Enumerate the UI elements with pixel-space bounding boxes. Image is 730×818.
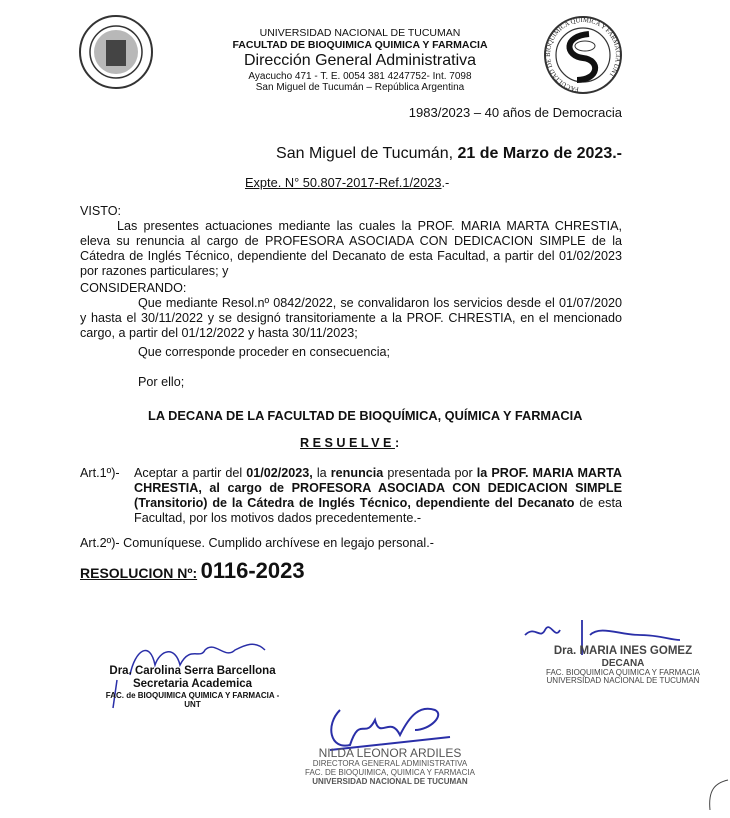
t: de esta Facultad, por los motivos dados precedentemente.- xyxy=(134,496,622,525)
signer-org: FAC. DE BIOQUIMICA, QUIMICA Y FARMACIA xyxy=(305,767,475,777)
signer-role: DECANA xyxy=(601,657,645,669)
address: Ayacucho 471 - T. E. 0054 381 4247752- Int. 7098 xyxy=(248,71,472,82)
date-value: 21 de Marzo de 2023.- xyxy=(457,145,622,162)
resolucion-number: 0116-2023 xyxy=(200,558,305,583)
resuelve-heading xyxy=(300,436,403,450)
signer-name: NILDA LEONOR ARDILES xyxy=(318,746,462,760)
signer-name: Dra. MARIA INES GOMEZ xyxy=(553,645,693,657)
art2 xyxy=(80,536,434,550)
considerando-text: Que mediante Resol.nº 0842/2022, se convalidaron los servicios desde el 01/07/2020 y hasta el 30/11/2022 y se designó transitoriamente a la PROF. CHRESTIA, en el mencionado cargo, a partir del 01/12/2022 y hasta 30/11/2023; xyxy=(80,296,622,340)
resuelve-word: RESUELVE xyxy=(300,436,395,450)
considerando-p2: Que corresponde proceder en consecuencia; xyxy=(138,345,391,359)
signer-org: FAC. BIOQUIMICA QUIMICA Y FARMACIA xyxy=(546,667,700,677)
expediente xyxy=(245,175,449,190)
university-seal-left xyxy=(78,14,154,90)
visto-heading: VISTO: xyxy=(80,204,122,218)
art1-label: Art.1º)- xyxy=(80,466,120,480)
date-prefix: San Miguel de Tucumán, xyxy=(276,145,458,162)
department-name: Dirección General Administrativa xyxy=(243,52,477,69)
signer-org2: UNIVERSIDAD NACIONAL DE TUCUMAN xyxy=(546,676,700,686)
considerando-heading: CONSIDERANDO: xyxy=(80,281,187,295)
art1-text xyxy=(134,466,622,526)
university-name: UNIVERSIDAD NACIONAL DE TUCUMAN xyxy=(259,27,461,39)
signer-role: Secretaria Academica xyxy=(132,677,253,690)
signer-1 xyxy=(105,665,280,710)
t: la xyxy=(312,466,331,480)
city: San Miguel de Tucumán – República Argentina xyxy=(255,82,465,93)
signer-org2: UNIVERSIDAD NACIONAL DE TUCUMAN xyxy=(312,776,468,786)
b: la PROF. MARIA MARTA CHRESTIA, al cargo de PROFESORA ASOCIADA CON DEDICACION SIMPLE (Transitorio) de la Cátedra de Inglés Técnico, dependiente del Decanato xyxy=(134,466,622,510)
signer-role: DIRECTORA GENERAL ADMINISTRATIVA xyxy=(312,759,468,769)
visto-text: Las presentes actuaciones mediante las cuales la PROF. MARIA MARTA CHRESTIA, eleva su renuncia al cargo de PROFESORA ASOCIADA CON DEDICACION SIMPLE de la Cátedra de Inglés Técnico, dependiente del Decanato de esta Facultad, a partir del 01/02/2023 por razones particulares; y xyxy=(80,219,622,278)
t: Aceptar a partir del xyxy=(134,466,247,480)
date-line xyxy=(276,145,622,163)
considerando-p3: Por ello; xyxy=(138,375,185,389)
faculty-seal-right xyxy=(543,14,623,96)
art2-label: Art.2º)- xyxy=(80,536,120,550)
resolucion xyxy=(80,558,305,584)
b: 01/02/2023, xyxy=(246,466,313,480)
ink-mark xyxy=(700,775,730,815)
resuelve-colon: : xyxy=(394,436,403,450)
signer-name: Dra. Carolina Serra Barcellona xyxy=(109,665,276,677)
expte-number: Expte. N° 50.807-2017-Ref.1/2023 xyxy=(245,175,442,190)
faculty-name: FACULTAD DE BIOQUIMICA QUIMICA Y FARMACIA xyxy=(232,39,488,51)
signer-3 xyxy=(538,645,708,686)
seal-text-path: FACULTAD DE BIOQUIMICA QUIMICA Y FARMACIA UNT xyxy=(544,16,622,93)
signer-org: FAC. de BIOQUIMICA QUIMICA Y FARMACIA - UNT xyxy=(105,691,280,710)
motto: 1983/2023 – 40 años de Democracia xyxy=(408,105,622,120)
art2-text: Comuníquese. Cumplido archívese en legajo personal.- xyxy=(119,536,434,550)
expte-suffix: .- xyxy=(441,175,450,190)
resolucion-label: RESOLUCION Nº: xyxy=(80,565,198,581)
decana-title: LA DECANA DE LA FACULTAD DE BIOQUÍMICA, QUÍMICA Y FARMACIA xyxy=(148,408,583,423)
b: renuncia xyxy=(330,466,384,480)
t: presentada por xyxy=(383,466,477,480)
signer-2 xyxy=(305,747,475,787)
